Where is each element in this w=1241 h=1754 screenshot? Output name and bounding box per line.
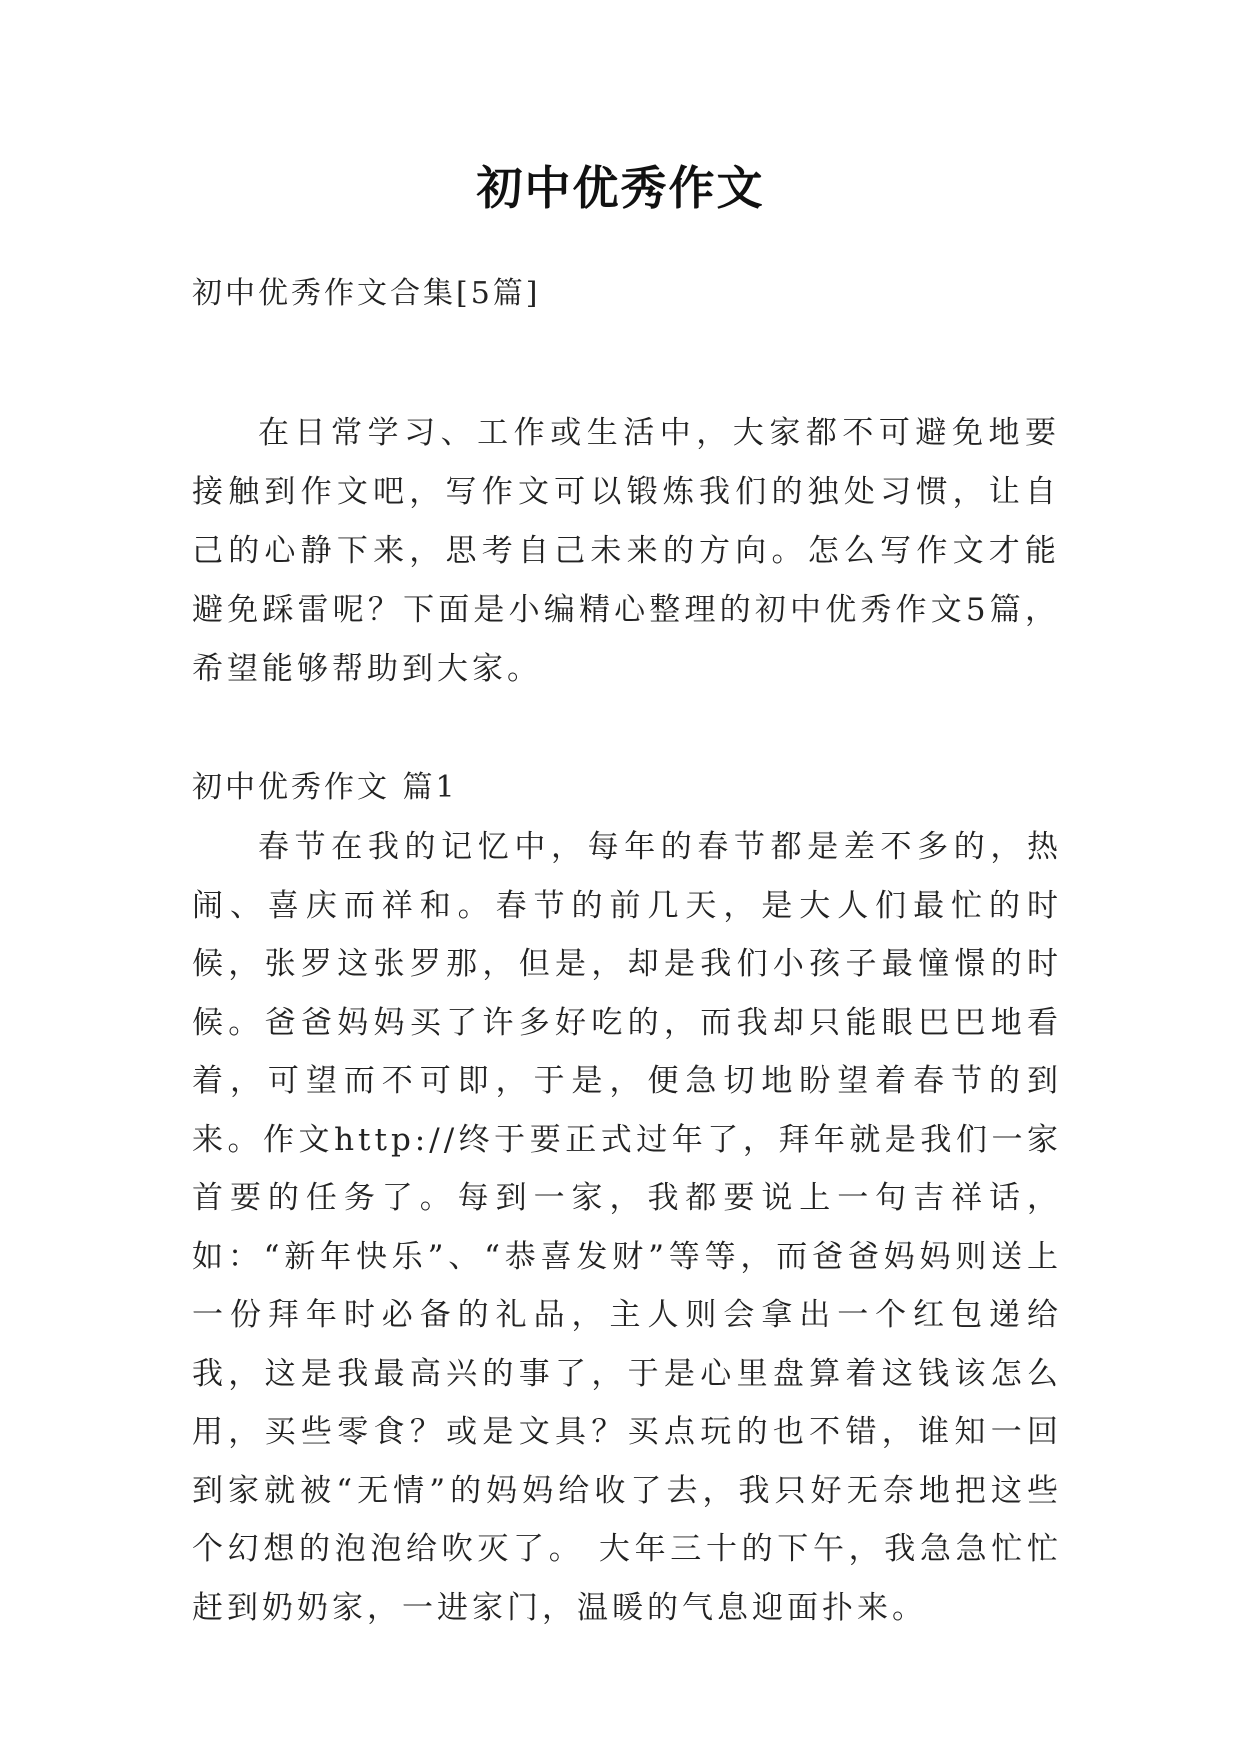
document-title: 初中优秀作文 — [476, 161, 765, 215]
essay-body-paragraph: 春节在我的记忆中，每年的春节都是差不多的，热闹、喜庆而祥和。春节的前几天，是大人们最忙的时候，张罗这张罗那，但是，却是我们小孩子最憧憬的时候。爸爸妈妈买了许多好吃的，而我却只能眼巴巴地看着，可望而不可即，于是，便急切地盼望着春节的到来。作文http://终于要正式过年了，拜年就是我们一家首要的任务了。每到一家，我都要说上一句吉祥话，如：“新年快乐”、“恭喜发财”等等，而爸爸妈妈则送上一份拜年时必备的礼品，主人则会拿出一个红包递给我，这是我最高兴的事了，于是心里盘算着这钱该怎么用，买些零食？或是文具？买点玩的也不错，谁知一回到家就被“无情”的妈妈给收了去，我只好无奈地把这些个幻想的泡泡给吹灭了。 大年三十的下午，我急急忙忙赶到奶奶家，一进家门，温暖的气息迎面扑来。 — [192, 829, 1062, 1626]
document-subtitle: 初中优秀作文合集[5篇] — [192, 276, 541, 311]
intro-paragraph: 在日常学习、工作或生活中，大家都不可避免地要接触到作文吧，写作文可以锻炼我们的独处习惯，让自己的心静下来，思考自己未来的方向。怎么写作文才能避免踩雷呢？下面是小编精心整理的初中优秀作文5篇，希望能够帮助到大家。 — [192, 415, 1060, 687]
essay-heading: 初中优秀作文 篇1 — [192, 770, 458, 805]
